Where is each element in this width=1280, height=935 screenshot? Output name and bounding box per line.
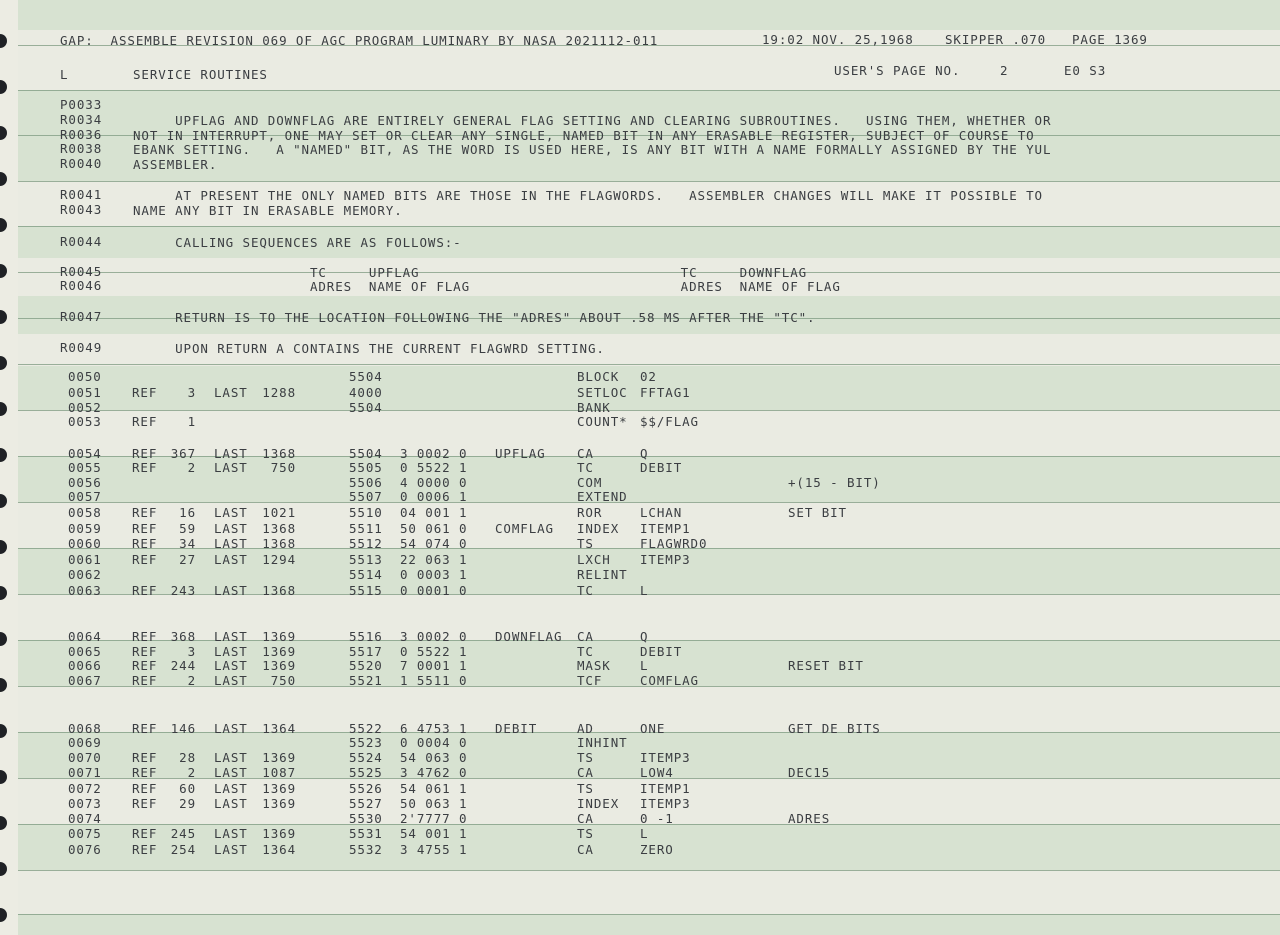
remark-text: ASSEMBLER. (133, 157, 218, 172)
opcode: BLOCK (577, 369, 620, 384)
last-label: LAST (214, 750, 248, 765)
ref-label: REF (132, 826, 158, 841)
ref-count: 3 (187, 385, 196, 400)
ref-count: 2 (187, 460, 196, 475)
last-page: 750 (270, 673, 296, 688)
operand: Q (640, 629, 649, 644)
remark-line-number: R0044 (60, 234, 103, 249)
operand: Q (640, 446, 649, 461)
remark-text: TC UPFLAG TC DOWNFLAG (133, 265, 808, 280)
remark-line-number: R0046 (60, 278, 103, 293)
symbol-label: DEBIT (495, 721, 538, 736)
line-number: 0075 (68, 826, 102, 841)
address: 5531 (349, 826, 383, 841)
last-page: 1369 (262, 644, 296, 659)
section-title: SERVICE ROUTINES (133, 67, 268, 82)
operand: ITEMP1 (640, 781, 691, 796)
opcode: CA (577, 629, 594, 644)
operand: FFTAG1 (640, 385, 691, 400)
rule (18, 90, 1280, 91)
last-label: LAST (214, 765, 248, 780)
last-page: 1368 (262, 521, 296, 536)
last-label: LAST (214, 385, 248, 400)
line-number: 0050 (68, 369, 102, 384)
opcode: RELINT (577, 567, 628, 582)
ref-count: 3 (187, 644, 196, 659)
opcode: CA (577, 811, 594, 826)
remark-line-number: R0036 (60, 127, 103, 142)
last-label: LAST (214, 536, 248, 551)
last-page: 1369 (262, 629, 296, 644)
remark-line-number: R0043 (60, 202, 103, 217)
remark-line-number: P0033 (60, 97, 103, 112)
band (18, 870, 1280, 914)
line-number: 0071 (68, 765, 102, 780)
feed-hole (0, 678, 7, 692)
operand: DEBIT (640, 460, 683, 475)
line-number: 0056 (68, 475, 102, 490)
rule (18, 914, 1280, 915)
last-label: LAST (214, 658, 248, 673)
operand: ITEMP3 (640, 552, 691, 567)
line-number: 0072 (68, 781, 102, 796)
address: 5527 (349, 796, 383, 811)
octal-word: 6 4753 1 (400, 721, 468, 736)
band (18, 914, 1280, 935)
rule (18, 226, 1280, 227)
address: 5530 (349, 811, 383, 826)
opcode: BANK (577, 400, 611, 415)
ref-count: 243 (170, 583, 196, 598)
rule (18, 594, 1280, 595)
last-label: LAST (214, 460, 248, 475)
line-number: 0057 (68, 489, 102, 504)
address: 5521 (349, 673, 383, 688)
rule (18, 502, 1280, 503)
feed-hole (0, 402, 7, 416)
address: 5511 (349, 521, 383, 536)
remark-line-number: R0040 (60, 156, 103, 171)
opcode: INDEX (577, 796, 620, 811)
ref-count: 1 (187, 414, 196, 429)
address: 5512 (349, 536, 383, 551)
remark-text: ADRES NAME OF FLAG ADRES NAME OF FLAG (133, 279, 841, 294)
rule (18, 456, 1280, 457)
ref-count: 27 (179, 552, 196, 567)
octal-word: 7 0001 1 (400, 658, 468, 673)
rule (18, 181, 1280, 182)
opcode: MASK (577, 658, 611, 673)
section-code: L (60, 67, 69, 82)
opcode: TC (577, 644, 594, 659)
remark-text: EBANK SETTING. A "NAMED" BIT, AS THE WORD IS USED HERE, IS ANY BIT WITH A NAME FORMALLY ASSIGNED BY THE YUL (133, 142, 1052, 157)
opcode: CA (577, 765, 594, 780)
opcode: TC (577, 583, 594, 598)
line-number: 0060 (68, 536, 102, 551)
symbol-label: COMFLAG (495, 521, 554, 536)
line-number: 0070 (68, 750, 102, 765)
last-page: 1369 (262, 781, 296, 796)
line-number: 0062 (68, 567, 102, 582)
opcode: TS (577, 536, 594, 551)
address: 5515 (349, 583, 383, 598)
ref-count: 368 (170, 629, 196, 644)
address: 5517 (349, 644, 383, 659)
address: 5513 (349, 552, 383, 567)
operand: ITEMP1 (640, 521, 691, 536)
opcode: TS (577, 750, 594, 765)
ref-count: 2 (187, 765, 196, 780)
octal-word: 3 0002 0 (400, 629, 468, 644)
comment: RESET BIT (788, 658, 864, 673)
last-page: 1369 (262, 826, 296, 841)
address: 5504 (349, 369, 383, 384)
address: 5506 (349, 475, 383, 490)
ref-label: REF (132, 505, 158, 520)
last-page: 1369 (262, 658, 296, 673)
line-number: 0054 (68, 446, 102, 461)
octal-word: 0 0004 0 (400, 735, 468, 750)
last-page: 1364 (262, 842, 296, 857)
remark-text: RETURN IS TO THE LOCATION FOLLOWING THE "ADRES" ABOUT .58 MS AFTER THE "TC". (133, 310, 816, 325)
address: 5524 (349, 750, 383, 765)
opcode: TS (577, 826, 594, 841)
line-number: 0061 (68, 552, 102, 567)
feed-hole (0, 264, 7, 278)
last-page: 1368 (262, 446, 296, 461)
operand: FLAGWRD0 (640, 536, 708, 551)
octal-word: 04 001 1 (400, 505, 468, 520)
band (18, 0, 1280, 30)
octal-word: 2'7777 0 (400, 811, 468, 826)
opcode: TCF (577, 673, 603, 688)
ref-count: 34 (179, 536, 196, 551)
band (18, 594, 1280, 640)
opcode: EXTEND (577, 489, 628, 504)
opcode: INDEX (577, 521, 620, 536)
rule (18, 870, 1280, 871)
line-number: 0051 (68, 385, 102, 400)
symbol-label: UPFLAG (495, 446, 546, 461)
octal-word: 50 061 0 (400, 521, 468, 536)
remark-text: CALLING SEQUENCES ARE AS FOLLOWS:- (133, 235, 462, 250)
last-page: 1369 (262, 796, 296, 811)
opcode: AD (577, 721, 594, 736)
line-number: 0067 (68, 673, 102, 688)
last-label: LAST (214, 644, 248, 659)
ref-count: 60 (179, 781, 196, 796)
octal-word: 0 5522 1 (400, 644, 468, 659)
operand: ITEMP3 (640, 796, 691, 811)
ref-label: REF (132, 460, 158, 475)
last-page: 1369 (262, 750, 296, 765)
feed-hole (0, 908, 7, 922)
address: 5504 (349, 400, 383, 415)
ref-count: 367 (170, 446, 196, 461)
users-page-label: USER'S PAGE NO. (834, 63, 961, 78)
ref-count: 16 (179, 505, 196, 520)
address: 5532 (349, 842, 383, 857)
line-number: 0068 (68, 721, 102, 736)
line-number: 0066 (68, 658, 102, 673)
line-number: 0065 (68, 644, 102, 659)
octal-word: 3 4762 0 (400, 765, 468, 780)
operand: COMFLAG (640, 673, 699, 688)
ref-label: REF (132, 644, 158, 659)
remark-text: NOT IN INTERRUPT, ONE MAY SET OR CLEAR ANY SINGLE, NAMED BIT IN ANY ERASABLE REGISTER, SUBJECT OF COURSE TO (133, 128, 1035, 143)
feed-hole (0, 218, 7, 232)
ref-label: REF (132, 781, 158, 796)
opcode: CA (577, 842, 594, 857)
feed-hole (0, 126, 7, 140)
users-page-number: 2 (1000, 63, 1009, 78)
operand: L (640, 658, 649, 673)
opcode: COUNT* (577, 414, 628, 429)
ref-label: REF (132, 765, 158, 780)
line-number: 0064 (68, 629, 102, 644)
last-label: LAST (214, 521, 248, 536)
opcode: CA (577, 446, 594, 461)
last-page: 750 (270, 460, 296, 475)
last-label: LAST (214, 629, 248, 644)
opcode: TC (577, 460, 594, 475)
ref-label: REF (132, 552, 158, 567)
ref-label: REF (132, 673, 158, 688)
remark-text: AT PRESENT THE ONLY NAMED BITS ARE THOSE IN THE FLAGWORDS. ASSEMBLER CHANGES WILL MAKE IT POSSIBLE TO (133, 188, 1043, 203)
feed-hole (0, 586, 7, 600)
feed-hole (0, 310, 7, 324)
opcode: LXCH (577, 552, 611, 567)
line-number: 0069 (68, 735, 102, 750)
remark-line-number: R0041 (60, 187, 103, 202)
last-label: LAST (214, 721, 248, 736)
ref-label: REF (132, 658, 158, 673)
feed-hole (0, 172, 7, 186)
octal-word: 0 0003 1 (400, 567, 468, 582)
comment: GET DE BITS (788, 721, 881, 736)
address: 5523 (349, 735, 383, 750)
remark-line-number: R0038 (60, 141, 103, 156)
ref-label: REF (132, 385, 158, 400)
page-number: PAGE 1369 (1072, 32, 1148, 47)
octal-word: 4 0000 0 (400, 475, 468, 490)
line-number: 0053 (68, 414, 102, 429)
address: 5507 (349, 489, 383, 504)
address: 5520 (349, 658, 383, 673)
timestamp: 19:02 NOV. 25,1968 (762, 32, 914, 47)
listing-title: GAP: ASSEMBLE REVISION 069 OF AGC PROGRAM LUMINARY BY NASA 2021112-011 (60, 33, 659, 48)
rule (18, 410, 1280, 411)
opcode: INHINT (577, 735, 628, 750)
last-page: 1368 (262, 536, 296, 551)
rule (18, 364, 1280, 365)
last-page: 1021 (262, 505, 296, 520)
operand: ONE (640, 721, 666, 736)
ref-count: 59 (179, 521, 196, 536)
last-label: LAST (214, 583, 248, 598)
address: 4000 (349, 385, 383, 400)
octal-word: 0 5522 1 (400, 460, 468, 475)
opcode: TS (577, 781, 594, 796)
octal-word: 22 063 1 (400, 552, 468, 567)
octal-word: 0 0001 0 (400, 583, 468, 598)
operand: LCHAN (640, 505, 683, 520)
feed-hole (0, 448, 7, 462)
feed-hole (0, 862, 7, 876)
opcode: SETLOC (577, 385, 628, 400)
line-number: 0055 (68, 460, 102, 475)
feed-hole (0, 770, 7, 784)
comment: SET BIT (788, 505, 847, 520)
operand: DEBIT (640, 644, 683, 659)
ref-label: REF (132, 796, 158, 811)
ref-count: 28 (179, 750, 196, 765)
last-label: LAST (214, 446, 248, 461)
ref-count: 146 (170, 721, 196, 736)
ref-count: 2 (187, 673, 196, 688)
operand: ZERO (640, 842, 674, 857)
last-label: LAST (214, 826, 248, 841)
feed-hole (0, 632, 7, 646)
last-page: 1368 (262, 583, 296, 598)
feed-hole (0, 724, 7, 738)
feed-hole (0, 540, 7, 554)
feed-hole (0, 816, 7, 830)
operand: ITEMP3 (640, 750, 691, 765)
comment: +(15 - BIT) (788, 475, 881, 490)
opcode: ROR (577, 505, 603, 520)
operand: 0 -1 (640, 811, 674, 826)
remark-text: NAME ANY BIT IN ERASABLE MEMORY. (133, 203, 403, 218)
last-label: LAST (214, 552, 248, 567)
octal-word: 54 074 0 (400, 536, 468, 551)
line-number: 0058 (68, 505, 102, 520)
feed-hole (0, 494, 7, 508)
last-page: 1294 (262, 552, 296, 567)
remark-text: UPON RETURN A CONTAINS THE CURRENT FLAGWRD SETTING. (133, 341, 605, 356)
address: 5526 (349, 781, 383, 796)
line-number: 0063 (68, 583, 102, 598)
symbol-label: DOWNFLAG (495, 629, 563, 644)
ref-count: 244 (170, 658, 196, 673)
comment: ADRES (788, 811, 831, 826)
operand: L (640, 583, 649, 598)
octal-word: 50 063 1 (400, 796, 468, 811)
octal-word: 54 001 1 (400, 826, 468, 841)
ref-label: REF (132, 629, 158, 644)
last-page: 1087 (262, 765, 296, 780)
operand: 02 (640, 369, 657, 384)
ref-label: REF (132, 842, 158, 857)
line-number: 0073 (68, 796, 102, 811)
line-number: 0076 (68, 842, 102, 857)
line-number: 0052 (68, 400, 102, 415)
address: 5514 (349, 567, 383, 582)
last-label: LAST (214, 673, 248, 688)
last-label: LAST (214, 505, 248, 520)
remark-line-number: R0045 (60, 264, 103, 279)
ref-label: REF (132, 446, 158, 461)
ref-label: REF (132, 583, 158, 598)
ref-label: REF (132, 521, 158, 536)
line-number: 0059 (68, 521, 102, 536)
octal-word: 3 4755 1 (400, 842, 468, 857)
address: 5516 (349, 629, 383, 644)
address: 5505 (349, 460, 383, 475)
address: 5510 (349, 505, 383, 520)
opcode: COM (577, 475, 603, 490)
remark-line-number: R0049 (60, 340, 103, 355)
ref-count: 29 (179, 796, 196, 811)
address: 5504 (349, 446, 383, 461)
last-label: LAST (214, 781, 248, 796)
eo-code: E0 S3 (1064, 63, 1107, 78)
ref-count: 245 (170, 826, 196, 841)
ref-count: 254 (170, 842, 196, 857)
last-label: LAST (214, 842, 248, 857)
octal-word: 54 061 1 (400, 781, 468, 796)
skipper-label: SKIPPER .070 (945, 32, 1047, 47)
comment: DEC15 (788, 765, 831, 780)
feed-hole (0, 34, 7, 48)
remark-line-number: R0047 (60, 309, 103, 324)
last-page: 1364 (262, 721, 296, 736)
octal-word: 3 0002 0 (400, 446, 468, 461)
address: 5522 (349, 721, 383, 736)
address: 5525 (349, 765, 383, 780)
last-label: LAST (214, 796, 248, 811)
feed-hole (0, 356, 7, 370)
operand: $$/FLAG (640, 414, 699, 429)
last-page: 1288 (262, 385, 296, 400)
octal-word: 54 063 0 (400, 750, 468, 765)
feed-hole (0, 80, 7, 94)
ref-label: REF (132, 750, 158, 765)
remark-text: UPFLAG AND DOWNFLAG ARE ENTIRELY GENERAL FLAG SETTING AND CLEARING SUBROUTINES. USING THEM, WHETHER OR (133, 113, 1052, 128)
ref-label: REF (132, 721, 158, 736)
ref-label: REF (132, 536, 158, 551)
operand: L (640, 826, 649, 841)
octal-word: 0 0006 1 (400, 489, 468, 504)
octal-word: 1 5511 0 (400, 673, 468, 688)
operand: LOW4 (640, 765, 674, 780)
line-number: 0074 (68, 811, 102, 826)
rule (18, 640, 1280, 641)
ref-label: REF (132, 414, 158, 429)
remark-line-number: R0034 (60, 112, 103, 127)
